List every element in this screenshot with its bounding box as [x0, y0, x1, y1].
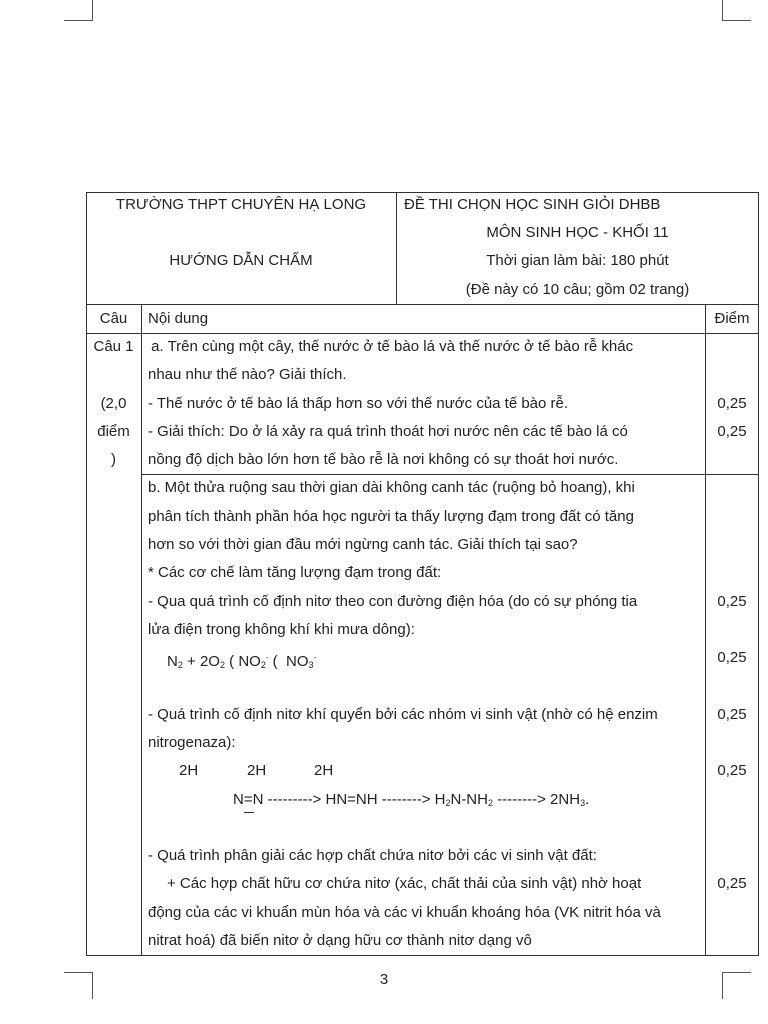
hydrogen-label-1: 2H — [179, 762, 199, 779]
crop-mark-top-left — [64, 0, 93, 21]
part-b-score-2: 0,25 — [717, 649, 747, 666]
question-points-1: (2,0 — [100, 395, 127, 412]
part-a-line-5: nồng độ dịch bào lớn hơn tế bào rễ là nơi không có sự thoát hơi nước. — [148, 451, 619, 468]
equation-nitrogenase: N=N ---------> HN=NH --------> $H_2N-NH_2$ --------> $2NH_3$. — [233, 791, 590, 808]
question-label: Câu 1 — [93, 338, 134, 355]
part-b-line-5: - Qua quá trình cố định nitơ theo con đường điện hóa (do có sự phóng tia — [148, 593, 638, 610]
part-a-line-2: nhau như thế nào? Giải thích. — [148, 366, 347, 383]
part-b-line-8: - Quá trình cố định nitơ khí quyển bởi các nhóm vi sinh vật (nhờ có hệ enzim — [148, 706, 658, 723]
part-b-line-14: động của các vi khuẩn mùn hóa và các vi khuẩn khoáng hóa (VK nitrit hóa và — [148, 904, 661, 921]
column-header-question: Câu — [99, 310, 128, 327]
exam-note: (Đề này có 10 câu; gồm 02 trang) — [465, 281, 690, 298]
part-b-line-6: lửa điện trong không khí khi mưa dông): — [148, 621, 415, 638]
column-header-score: Điểm — [714, 310, 750, 327]
part-b-score-4: 0,25 — [717, 762, 747, 779]
hydrogen-label-2: 2H — [247, 762, 267, 779]
hydrogen-label-3: 2H — [314, 762, 334, 779]
school-name: TRƯỜNG THPT CHUYÊN HẠ LONG — [115, 196, 367, 213]
question-points-3: ) — [111, 451, 116, 468]
part-a-line-3: - Thế nước ở tế bào lá thấp hơn so với thế nước của tế bào rễ. — [148, 395, 569, 412]
part-b-line-15: nitrat hoá) đã biến nitơ ở dạng hữu cơ thành nitơ dạng vô — [148, 932, 532, 949]
part-b-line-2: phân tích thành phần hóa học người ta thấy lượng đạm trong đất có tăng — [148, 508, 634, 525]
column-header-content: Nội dung — [148, 310, 209, 327]
part-a-line-1: a. Trên cùng một cây, thế nước ở tế bào lá và thế nước ở tế bào rễ khác — [147, 338, 634, 355]
crop-mark-top-right — [722, 0, 751, 21]
part-divider — [141, 474, 759, 475]
exam-duration: Thời gian làm bài: 180 phút — [486, 252, 669, 269]
part-a-score-1: 0,25 — [717, 395, 747, 412]
page-number: 3 — [379, 971, 389, 988]
part-b-score-1: 0,25 — [717, 593, 747, 610]
part-b-line-13: + Các hợp chất hữu cơ chứa nitơ (xác, chất thải của sinh vật) nhờ hoạt — [167, 875, 642, 892]
document-type: HƯỚNG DẪN CHẤM — [169, 252, 313, 269]
exam-subject: MÔN SINH HỌC - KHỐI 11 — [486, 224, 669, 241]
part-b-score-5: 0,25 — [717, 875, 747, 892]
header-row-divider — [86, 333, 759, 334]
question-points-2: điểm — [97, 423, 130, 440]
part-b-line-12: - Quá trình phân giải các hợp chất chứa nitơ bởi các vi sinh vật đất: — [148, 847, 597, 864]
part-b-line-3: hơn so với thời gian đầu mới ngừng canh tác. Giải thích tại sao? — [148, 536, 578, 553]
part-a-score-2: 0,25 — [717, 423, 747, 440]
part-b-line-9: nitrogenaza): — [148, 734, 236, 751]
equation-electrochemical: $N_2 + 2O_2$ ( $NO_2^-$ ( $NO_3^-$ — [167, 653, 317, 670]
part-b-score-3: 0,25 — [717, 706, 747, 723]
part-a-line-4: - Giải thích: Do ở lá xảy ra quá trình thoát hơi nước nên các tế bào lá có — [148, 423, 628, 440]
part-b-line-4: * Các cơ chế làm tăng lượng đạm trong đất: — [148, 564, 442, 581]
triple-bond-mark — [244, 812, 254, 813]
part-b-line-1: b. Một thửa ruộng sau thời gian dài không canh tác (ruộng bỏ hoang), khi — [148, 479, 635, 496]
exam-title: ĐỀ THI CHỌN HỌC SINH GIỎI DHBB — [404, 196, 661, 213]
column-divider-question — [141, 304, 142, 956]
